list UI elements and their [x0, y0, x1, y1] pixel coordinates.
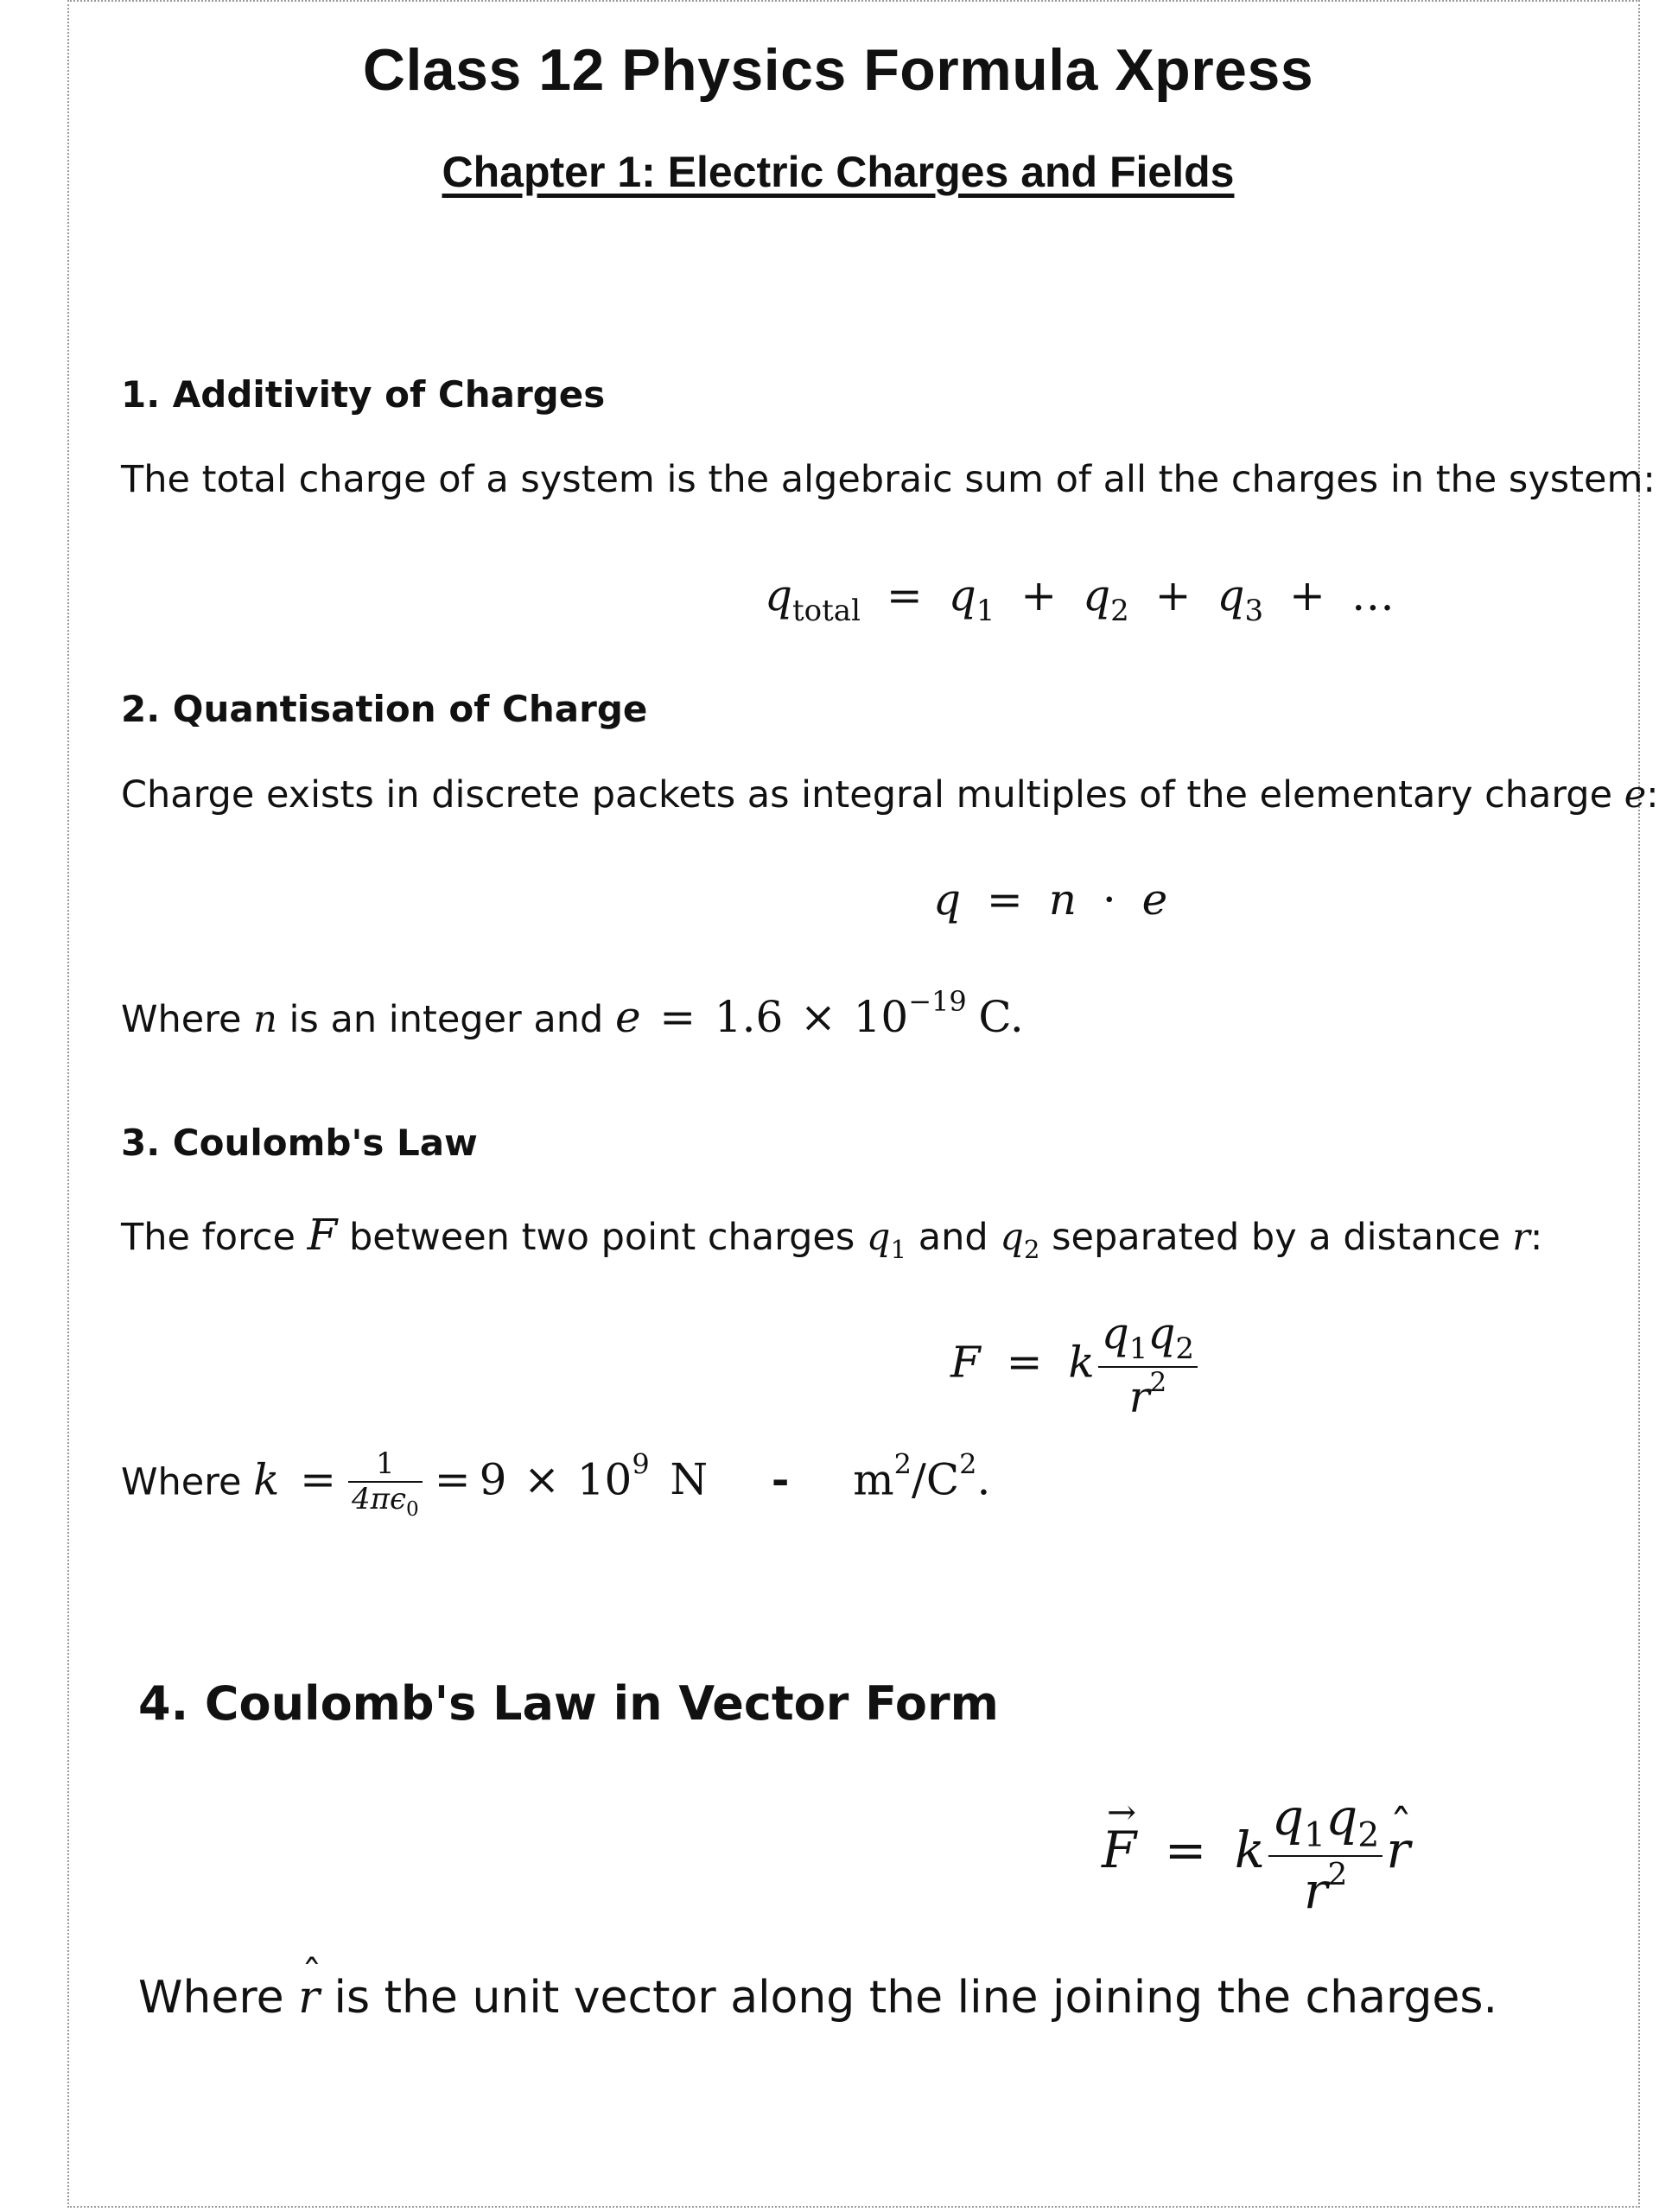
section-text-quantisation: Charge exists in discrete packets as integral multiples of the elementary charge e:	[121, 773, 1659, 817]
formula-coulomb-vector: → F = k $\frac{q_1q_2}{r^2}$ ˆ r	[1102, 1789, 1410, 1920]
fraction: $\frac{1}{4\pi\epsilon_0}$	[348, 1447, 423, 1522]
section-text-additivity: The total charge of a system is the algebraic sum of all the charges in the system:	[121, 458, 1656, 501]
section-heading-coulomb: 3. Coulomb's Law	[121, 1122, 478, 1164]
section-heading-additivity: 1. Additivity of Charges	[121, 373, 606, 416]
section-text-coulomb: The force F between two point charges $q_1$ and $q_2$ separated by a distance r:	[121, 1210, 1543, 1265]
chapter-subtitle: Chapter 1: Electric Charges and Fields	[442, 148, 1235, 196]
section-heading-quantisation: 2. Quantisation of Charge	[121, 688, 648, 730]
formula-coulomb: F = k $\frac{q_1q_2}{r^2}$	[950, 1309, 1201, 1422]
fraction: $\frac{q_1q_2}{r^2}$	[1098, 1309, 1198, 1422]
note-quantisation: Where n is an integer and $e = 1.6 \times 10^{-19}$ C.	[121, 985, 1024, 1042]
section-heading-coulomb-vector: 4. Coulomb's Law in Vector Form	[138, 1676, 999, 1731]
formula-quantisation: q = n · e	[933, 874, 1168, 925]
formula-additivity: $q_{total} = q_1 + q_2 + q_3$ + …	[765, 570, 1395, 628]
note-coulomb-constant: Where k = $\frac{1}{4\pi\epsilon_0}$ = $9 \times 10^9$ N - $m^2/C^2$.	[121, 1446, 991, 1522]
fraction: $\frac{q_1q_2}{r^2}$	[1268, 1789, 1382, 1920]
document-title: Class 12 Physics Formula Xpress	[362, 37, 1314, 103]
note-coulomb-vector: Where ˆ r is the unit vector along the line joining the charges.	[138, 1972, 1497, 2024]
